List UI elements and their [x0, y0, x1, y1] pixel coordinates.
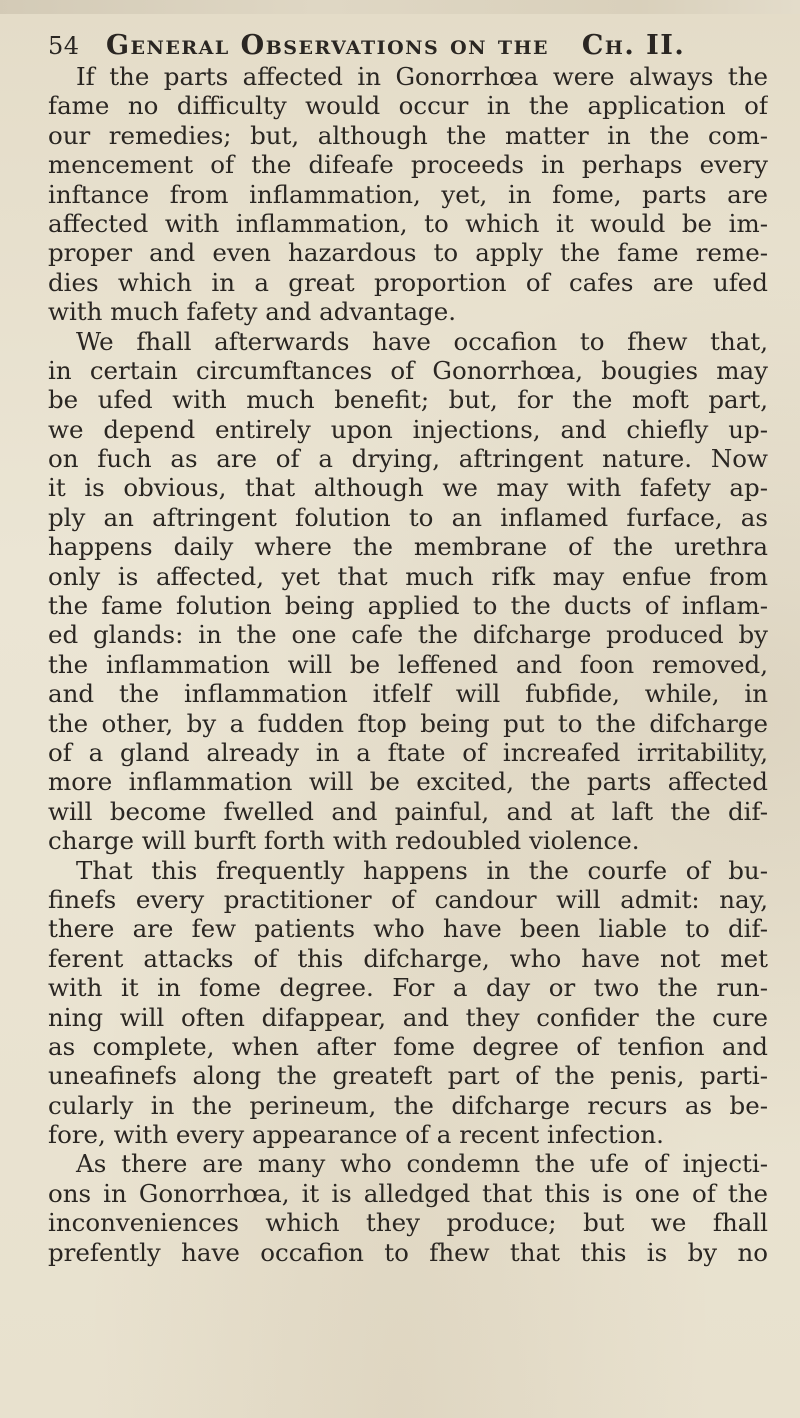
text-line: As there are many who condemn the ufe of injecti-	[76, 1149, 768, 1179]
text-line: dies which in a great proportion of cafes are ufed	[48, 267, 768, 297]
chapter-marker: Ch. II.	[581, 30, 686, 61]
text-line: as complete, when after fome degree of tenfion and	[48, 1031, 768, 1061]
page-number: 54	[48, 32, 80, 60]
text-line: inconveniences which they produce; but we fhall	[48, 1208, 768, 1238]
text-line: cularly in the perineum, the difcharge recurs as be-	[48, 1090, 768, 1120]
text-line: proper and even hazardous to apply the fame reme-	[48, 238, 768, 268]
text-line: ferent attacks of this difcharge, who have not met	[48, 943, 768, 973]
text-line: fore, with every appearance of a recent infection.	[48, 1120, 664, 1150]
running-title	[106, 30, 730, 61]
text-line: We fhall afterwards have occafion to fhew that,	[76, 326, 768, 356]
text-line: we depend entirely upon injections, and chiefly up-	[48, 414, 768, 444]
text-line: more inflammation will be excited, the parts affected	[48, 767, 768, 797]
text-line: That this frequently happens in the courfe of bu-	[76, 855, 768, 885]
text-line: the other, by a fudden ftop being put to the difcharge	[48, 708, 768, 738]
text-line: inftance from inflammation, yet, in fome, parts are	[48, 179, 768, 209]
text-line: with it in fome degree. For a day or two the run-	[48, 973, 768, 1003]
text-line: there are few patients who have been liable to dif-	[48, 914, 768, 944]
text-line: it is obvious, that although we may with fafety ap-	[48, 473, 768, 503]
text-line: ply an aftringent folution to an inflamed furface, as	[48, 502, 768, 532]
text-line: charge will burft forth with redoubled violence.	[48, 826, 640, 856]
text-line: in certain circumftances of Gonorrhœa, bougies may	[48, 355, 768, 385]
text-line: ning will often difappear, and they confider the cure	[48, 1002, 768, 1032]
text-line: our remedies; but, although the matter in the com-	[48, 120, 768, 150]
text-line: with much fafety and advantage.	[48, 297, 457, 327]
text-line: finefs every practitioner of candour will admit: nay,	[48, 884, 768, 914]
text-line: the inflammation will be leffened and foon removed,	[48, 649, 768, 679]
text-line: be ufed with much benefit; but, for the moft part,	[48, 385, 768, 415]
text-line: affected with inflammation, to which it would be im-	[48, 208, 768, 238]
text-line: fame no difficulty would occur in the application of	[48, 91, 768, 121]
text-line: ons in Gonorrhœa, it is alledged that this is one of the	[48, 1178, 768, 1208]
text-line: will become fwelled and painful, and at laft the dif-	[48, 796, 768, 826]
text-line: only is affected, yet that much rifk may enfue from	[48, 561, 768, 591]
text-line: on fuch as are of a drying, aftringent nature. Now	[48, 444, 768, 474]
text-line: ed glands: in the one cafe the difcharge produced by	[48, 620, 768, 650]
text-line: prefently have occafion to fhew that this is by no	[48, 1237, 768, 1267]
text-line: mencement of the difeafe proceeds in perhaps every	[48, 150, 768, 180]
text-line: uneafinefs along the greateft part of the penis, parti-	[48, 1061, 768, 1091]
text-line: the fame folution being applied to the ducts of inflam-	[48, 591, 768, 621]
running-head	[48, 0, 730, 61]
text-line: and the inflammation itfelf will fubfide, while, in	[48, 679, 768, 709]
text-line: happens daily where the membrane of the urethra	[48, 532, 768, 562]
running-title-text: General Observations on the	[106, 30, 549, 61]
text-line: If the parts affected in Gonorrhœa were always the	[76, 62, 768, 91]
body-text	[48, 62, 768, 1267]
text-line: of a gland already in a ftate of increafed irritability,	[48, 737, 768, 767]
